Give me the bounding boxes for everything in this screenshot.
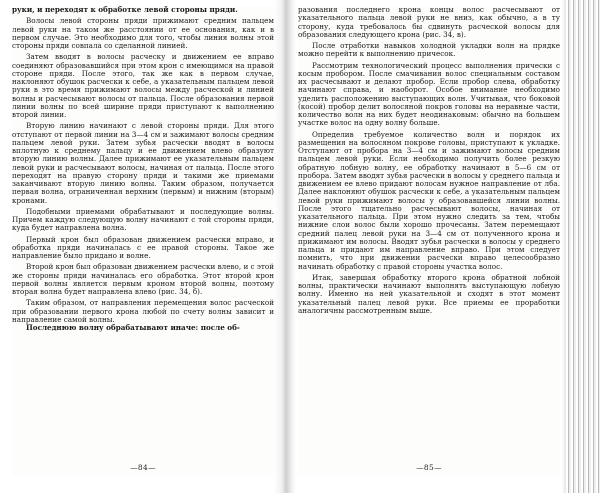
- right-paragraph-1: разования последнего крона концы волос расчесывают от указательного пальца левой руки не вниз, как обычно, а в ту сторону, куда требовалось бы сдвинуть расческой волосы для образования следующего крона (рис. 34, в).: [298, 6, 560, 39]
- left-paragraph-9: Последнюю волну обрабатывают иначе: после об-: [26, 323, 240, 332]
- left-paragraph-5: Подобными приемами обрабатывают и последующие волны. Причем каждую следующую волну начинают с той стороны пряди, куда будет направлена волна.: [12, 206, 274, 233]
- left-paragraph-8: Таким образом, от направления перемещения волос расческой при образовании первого крона любой по счету волны зависит и направление самой волны.: [12, 298, 274, 324]
- left-paragraph-4: Вторую линию начинают с левой стороны пряди. Для этого отступают от первой линии на 3—4 см и зажимают волосы средним пальцем левой руки. Затем зубья расчески вводят в волосы вплотную к среднему пальцу и ее движением влево образуют вторую линию волны. Далее прижимают ее указательным пальцем левой руки и расчесывают волосы, начиная от пальца. После этого переходят на правую сторону пряди и такими же приемами заканчивают вторую линию волны. Таким образом, получается первая волна, ограниченная верхним (первым) и нижним (вторым) кронами.: [12, 121, 274, 205]
- right-paragraph-5: Итак, завершая обработку второго крона обратной лобной волны, практически начинают выполнять выступающую лобную волну. Именно на ней указательной и сходят в этот момент указательный палец левой руки. Все приемы ее проработки аналогичны рассмотренным выше.: [298, 272, 560, 315]
- page-stack-edge: [566, 0, 600, 493]
- right-paragraph-4: Определив требуемое количество волн и порядок их размещения на волосяном покрове головы, приступают к укладке. Отступают от пробора на 3—4 см и зажимают волосы средним пальцем левой руки. Если необходимо получить более резкую обратную лобную волну, ее обработку начинают в 5—6 см от пробора. Затем вводят зубья расчески в волосы у среднего пальца и движением ее влево придают волосам нужное направление от лба. Далее наклоняют обушок расчески к себе, а указательным пальцем левой руки прижимают волосы у образовавшейся линии волны. После этого тщательно расчесывают волосы, начиная от указательного пальца. При этом нужно следить за тем, чтобы нижние слои волос были хорошо прочесаны. Затем перемещают средний палец левой руки на 3—4 см от полученного крона и прижимают им волосы. Вводят зубья расчески в волосы у среднего пальца и придают им направление вправо. При этом следует помнить, что при движении расчески вправо целесообразно начинать обработку с правой стороны участка волос.: [298, 129, 560, 271]
- left-paragraph-7: Второй крон был образован движением расчески влево, и с этой же стороны пряди начиналась его обработка. Этот второй крон первой волны является первым кроном второй волны, поэтому вторая волна будет направлена влево (рис. 34, б).: [12, 262, 274, 296]
- right-page: [298, 6, 560, 476]
- left-page-number: —84—: [130, 462, 156, 472]
- left-paragraph-2: Волосы левой стороны пряди прижимают средним пальцем левой руки на таком же расстоянии от ее основания, как и в первом случае. Это необходимо для того, чтобы линия волны этой стороны пряди совпала со сделанной линией.: [12, 16, 274, 50]
- right-page-number: —85—: [416, 462, 442, 472]
- left-paragraph-1: руки, и переходят к обработке левой стороны пряди.: [12, 6, 238, 14]
- left-paragraph-3: Затем вводят в волосы расческу и движением ее вправо соединяют образовавшийся при этом крон с имеющимся на правой стороне пряди. После этого, так же как в первом случае, наклоняют обушок расчески к себе, а указательным пальцем левой руки в это время прижимают волосы между расческой и линией волны и расчесывают волосы от пальца. После образования первой линии волны по всей ширине пряди приступают к выполнению второй линии.: [12, 52, 274, 119]
- left-page: [12, 6, 274, 476]
- left-paragraph-6: Первый крон был образован движением расчески вправо, и обработка пряди начиналась с ее правой стороны. Такое же направление было придано и волне.: [12, 234, 274, 260]
- book-gutter: [274, 0, 296, 493]
- right-paragraph-3: Рассмотрим технологический процесс выполнения прически с косым пробором. После смачивания волос специальным составом их расчесывают и делают пробор. Если пробор слева, обработку начинают справа, и наоборот. Особое внимание необходимо уделить расположению выступающих волн. Учитывая, что боковой (косой) пробор делит волосяной покров головы на неравные части, количество волн на них будет неодинаковым: обычно на большем участке волос на одну волну больше.: [298, 60, 560, 128]
- right-paragraph-2: После отработки навыков холодной укладки волн на прядке можно перейти к выполнению причесок.: [298, 41, 560, 59]
